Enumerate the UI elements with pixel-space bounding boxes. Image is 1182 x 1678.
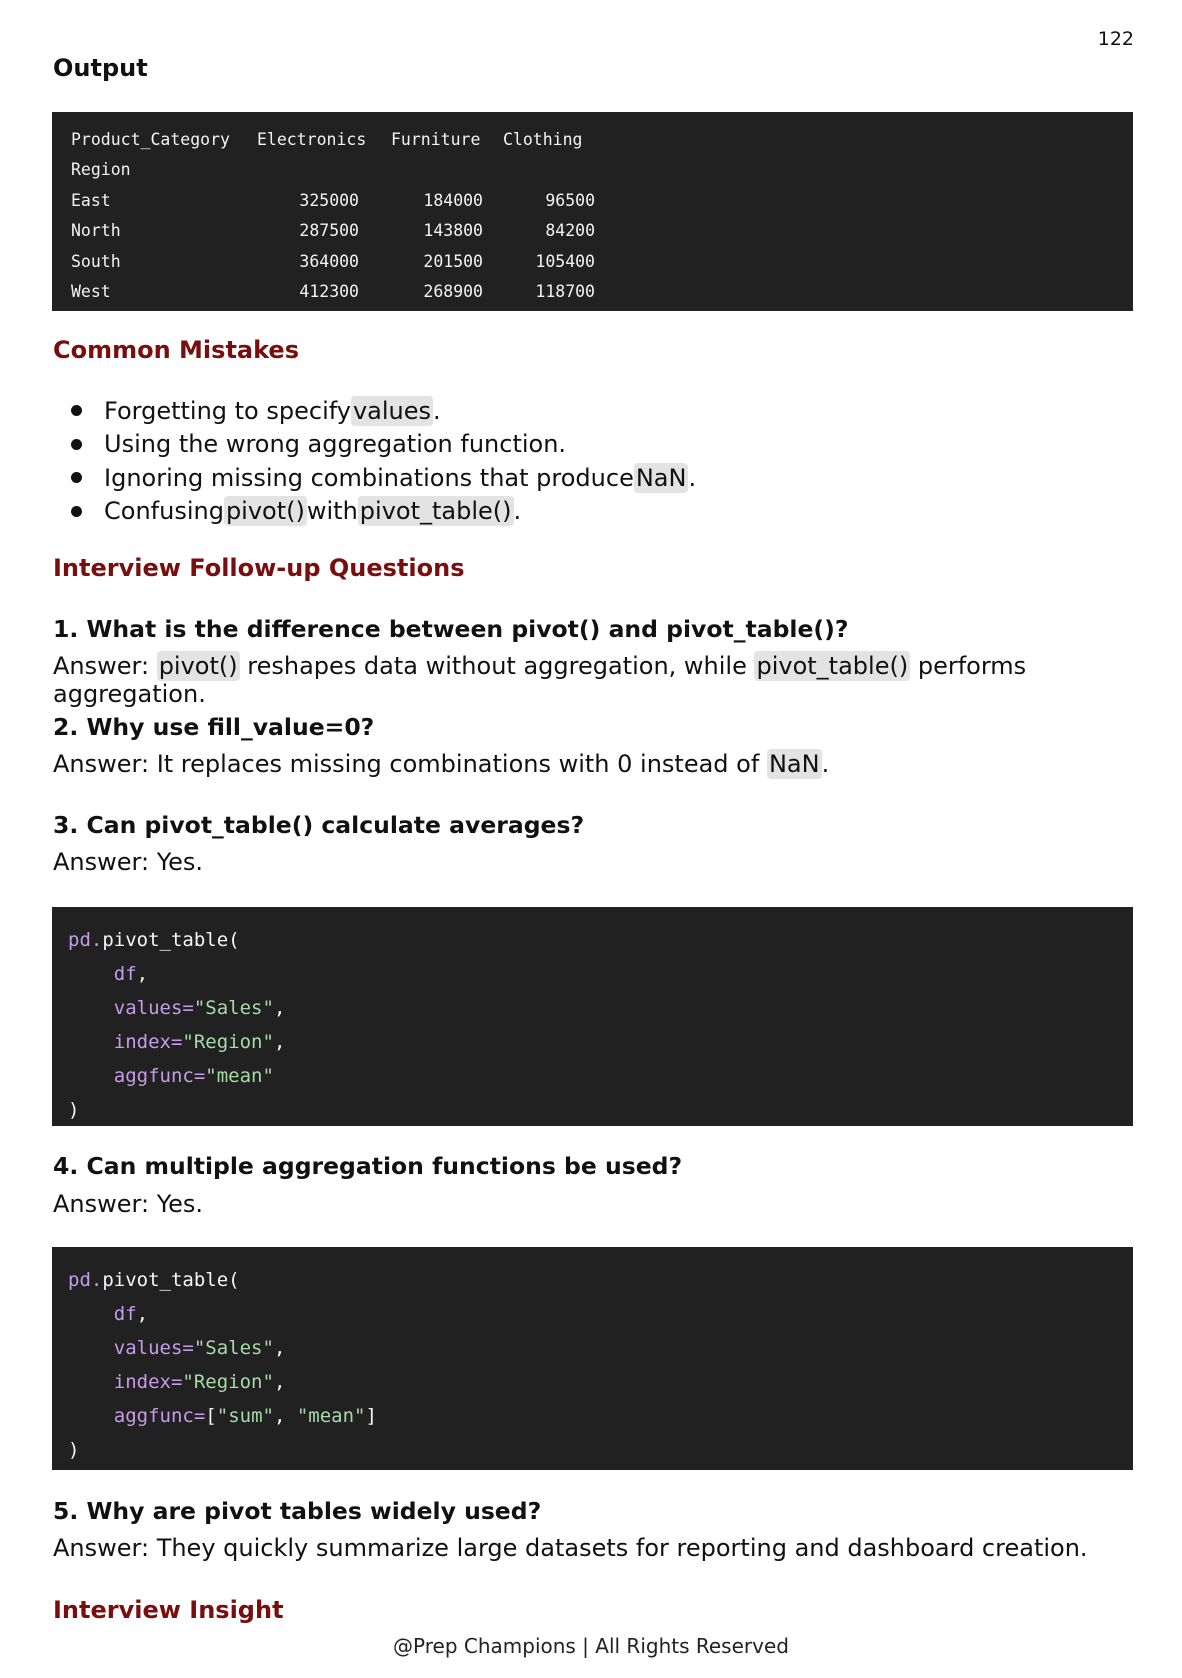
interview-insight-heading: Interview Insight	[53, 1596, 284, 1624]
region-cell: East	[71, 190, 111, 210]
inline-code: pivot()	[158, 652, 238, 680]
bullet-icon	[71, 439, 82, 450]
answer-5: Answer: They quickly summarize large datasets for reporting and dashboard creation.	[53, 1534, 1088, 1562]
furniture-cell: 184000	[423, 190, 483, 210]
code-block-mean	[52, 907, 1133, 1126]
code-line: aggfunc="mean"	[113, 1065, 274, 1087]
bullet-icon	[71, 472, 82, 483]
output-table-header	[71, 124, 1114, 155]
answer-1	[53, 652, 1182, 708]
code-line: df,	[113, 963, 149, 985]
answer-text: .	[821, 750, 830, 778]
answer-text: performs aggregation.	[53, 652, 1027, 708]
code-block-multi-agg	[52, 1247, 1133, 1470]
common-mistakes-heading: Common Mistakes	[53, 336, 299, 364]
code-line: values="Sales",	[113, 997, 286, 1019]
code-line: pd.pivot_table(	[68, 929, 240, 951]
furniture-cell: 201500	[423, 251, 483, 271]
question-5: 5. Why are pivot tables widely used?	[53, 1497, 542, 1525]
code-line: aggfunc=["sum", "mean"]	[113, 1405, 377, 1427]
inline-code: values	[352, 396, 432, 425]
followup-heading: Interview Follow-up Questions	[53, 554, 465, 582]
header-product-category: Product_Category	[71, 129, 230, 149]
furniture-cell: 143800	[423, 221, 483, 241]
inline-code: pivot_table()	[756, 652, 909, 680]
question-3: 3. Can pivot_table() calculate averages?	[53, 811, 585, 839]
output-table	[52, 112, 1133, 311]
mistake-text: Using the wrong aggregation function.	[104, 430, 567, 459]
furniture-cell: 268900	[423, 282, 483, 302]
question-4: 4. Can multiple aggregation functions be used?	[53, 1152, 683, 1180]
code-line: index="Region",	[113, 1031, 286, 1053]
footer: @Prep Champions | All Rights Reserved	[393, 1634, 789, 1658]
clothing-cell: 105400	[535, 251, 595, 271]
table-row	[71, 216, 1114, 247]
mistake-text: Confusing	[104, 497, 224, 526]
question-2: 2. Why use fill_value=0?	[53, 713, 375, 741]
code-line: )	[68, 1099, 80, 1121]
code-line: values="Sales",	[113, 1337, 286, 1359]
electronics-cell: 287500	[299, 221, 359, 241]
electronics-cell: 412300	[299, 282, 359, 302]
output-heading: Output	[53, 54, 148, 82]
answer-3: Answer: Yes.	[53, 848, 204, 876]
page-number: 122	[1097, 28, 1134, 50]
list-item	[68, 461, 696, 495]
answer-4: Answer: Yes.	[53, 1190, 204, 1218]
list-item	[68, 394, 696, 428]
index-label: Region	[71, 160, 131, 180]
answer-text: reshapes data without aggregation, while	[239, 652, 755, 680]
code-line: )	[68, 1439, 80, 1461]
code-line: pd.pivot_table(	[68, 1269, 240, 1291]
bullet-icon	[71, 405, 82, 416]
clothing-cell: 84200	[545, 221, 595, 241]
inline-code: NaN	[768, 750, 820, 778]
clothing-cell: 96500	[545, 190, 595, 210]
list-item	[68, 428, 696, 462]
mistake-punct: .	[513, 497, 522, 526]
list-item	[68, 495, 696, 529]
answer-text: Answer: It replaces missing combinations with 0 instead of	[53, 750, 767, 778]
mistake-punct: .	[688, 463, 697, 492]
bullet-icon	[71, 506, 82, 517]
code-line: index="Region",	[113, 1371, 286, 1393]
mistakes-list	[68, 394, 696, 528]
header-furniture: Furniture	[391, 129, 481, 149]
mistake-text: Forgetting to specify	[104, 396, 351, 425]
question-1: 1. What is the difference between pivot() and pivot_table()?	[53, 615, 849, 643]
header-electronics: Electronics	[257, 129, 367, 149]
answer-text: Answer:	[53, 652, 157, 680]
header-clothing: Clothing	[503, 129, 583, 149]
answer-2	[53, 750, 829, 778]
table-row	[71, 277, 1114, 308]
output-table-index-label	[71, 155, 1114, 186]
inline-code: pivot_table()	[359, 497, 512, 526]
mistake-punct: .	[433, 396, 441, 425]
inline-code: NaN	[635, 463, 687, 492]
electronics-cell: 364000	[299, 251, 359, 271]
code-line: df,	[113, 1303, 149, 1325]
mistake-text: Ignoring missing combinations that produce	[104, 463, 634, 492]
region-cell: North	[71, 221, 121, 241]
mistake-text: with	[306, 497, 358, 526]
table-row	[71, 246, 1114, 277]
inline-code: pivot()	[225, 497, 305, 526]
electronics-cell: 325000	[299, 190, 359, 210]
region-cell: West	[71, 282, 111, 302]
table-row	[71, 185, 1114, 216]
region-cell: South	[71, 251, 121, 271]
clothing-cell: 118700	[535, 282, 595, 302]
